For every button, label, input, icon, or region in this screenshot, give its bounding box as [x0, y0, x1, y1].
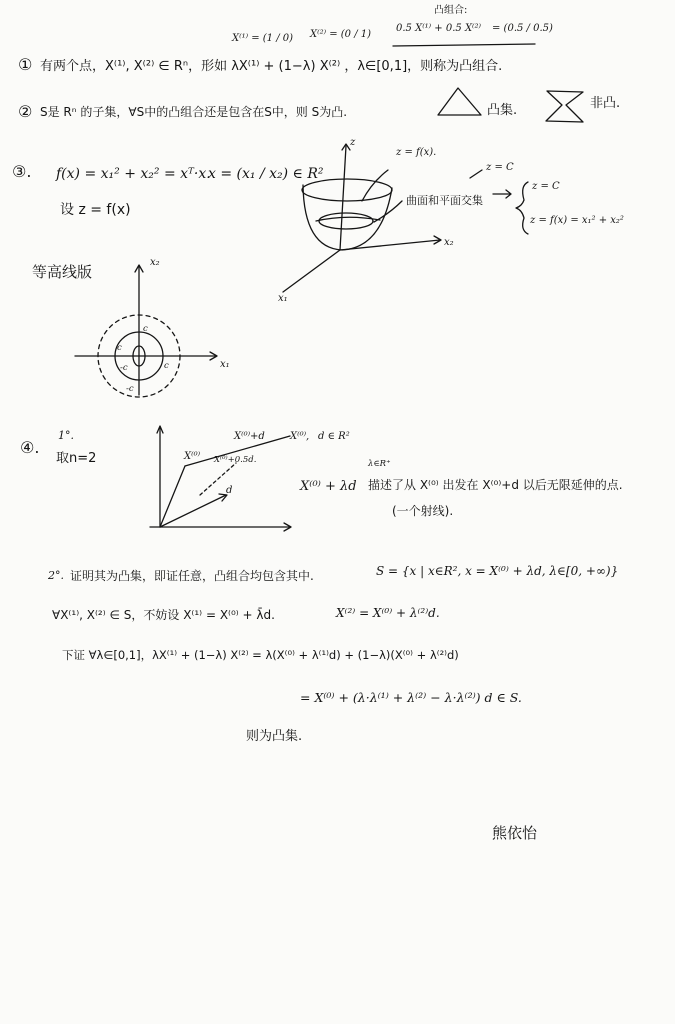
proof-conclusion: 则为凸集. — [246, 729, 303, 744]
item3-z-definition: 设 z = f(x) — [60, 202, 131, 218]
contour-x1-label: x₁ — [220, 359, 230, 370]
item2-number: ② — [18, 102, 33, 121]
ray-x0-label: X⁽⁰⁾ — [184, 451, 201, 462]
convex-combo-title: 凸组合: — [434, 5, 468, 16]
proof-line2b: X⁽²⁾ = X⁽⁰⁾ + λ⁽²⁾d. — [336, 606, 440, 620]
contour-neg-c-label: -c — [120, 363, 128, 373]
ray-x0d-label: X⁽⁰⁾+d — [234, 431, 265, 442]
ray-d-label: d — [226, 485, 233, 496]
ray-expression: X⁽⁰⁾ + λd — [300, 479, 357, 494]
item4-take-n: 取n=2 — [56, 451, 97, 466]
proof-line4: = X⁽⁰⁾ + (λ·λ⁽¹⁾ + λ⁽²⁾ − λ·λ⁽²⁾) d ∈ S. — [300, 690, 522, 705]
contour-neg-c-label: -c — [126, 384, 134, 394]
set-definition: S = {x | x∈R², x = X⁽⁰⁾ + λd, λ∈[0, +∞)} — [376, 564, 619, 578]
paraboloid-z-label: z — [350, 137, 356, 148]
ray-mid-label: X⁽⁰⁾+0.5d. — [214, 455, 257, 465]
ray-description: 描述了从 X⁽⁰⁾ 出发在 X⁽⁰⁾+d 以后无限延伸的点. — [368, 478, 623, 492]
system-equation-1: z = C — [532, 181, 560, 192]
contour-c-label: c — [117, 343, 122, 353]
contour-title: 等高线版 — [32, 263, 93, 281]
signature: 熊依怡 — [492, 824, 538, 842]
proof-line2a: ∀X⁽¹⁾, X⁽²⁾ ∈ S，不妨设 X⁽¹⁾ = X⁽⁰⁾ + λ̄d. — [52, 608, 275, 622]
paraboloid-x2-label: x₂ — [444, 237, 454, 248]
item1-number: ① — [18, 55, 33, 74]
item4-number: ④. — [20, 438, 40, 457]
item1-text: 有两个点，X⁽¹⁾, X⁽²⁾ ∈ Rⁿ，形如 λX⁽¹⁾ + (1−λ) X⁽²⁾ ，λ∈[0,1]，则称为凸组合. — [40, 59, 503, 74]
x0-vector — [160, 466, 185, 527]
x2-definition: X⁽²⁾ = (0 / 1) — [310, 29, 372, 40]
paraboloid-zfx-label: z = f(x). — [396, 147, 437, 158]
convex-label: 凸集. — [487, 103, 518, 118]
item3-number: ③. — [12, 162, 32, 181]
proof-line1: 证明其为凸集，即证任意，凸组合均包含其中. — [70, 569, 314, 583]
ray-name: (一个射线). — [392, 504, 454, 518]
nonconvex-label: 非凸. — [590, 96, 621, 111]
d-vector — [160, 495, 226, 527]
contour-c-label: c — [164, 361, 169, 371]
lambda-note: λ∈R⁺ — [368, 459, 391, 469]
contour-c-label: c — [143, 324, 148, 334]
item3-function: f(x) = x₁² + x₂² = xᵀ·x. — [56, 166, 211, 182]
ray-d-in-label: d ∈ R² — [318, 431, 350, 442]
paraboloid-x1-label: x₁ — [278, 293, 288, 304]
system-equation-2: z = f(x) = x₁² + x₂² — [530, 215, 624, 226]
proof-sub2: 2°. — [48, 569, 64, 582]
convex-combo-result: = (0.5 / 0.5) — [492, 23, 553, 34]
intersection-label: 曲面和平面交集 — [406, 194, 483, 207]
convex-combo-expression: 0.5 X⁽¹⁾ + 0.5 X⁽²⁾ — [396, 23, 481, 34]
proof-line3: 下证 ∀λ∈[0,1]，λX⁽¹⁾ + (1−λ) X⁽²⁾ = λ(X⁽⁰⁾ + λ⁽¹⁾d) + (1−λ)(X⁽⁰⁾ + λ⁽²⁾d) — [62, 648, 459, 662]
item4-sub1: 1°. — [58, 429, 74, 442]
item2-text: S是 Rⁿ 的子集，∀S中的凸组合还是包含在S中，则 S为凸. — [40, 105, 348, 119]
ray-x0-end-label: X⁽⁰⁾, — [290, 431, 310, 442]
item3-x-definition: x = (x₁ / x₂) ∈ R² — [208, 166, 324, 182]
x1-definition: X⁽¹⁾ = (1 / 0) — [232, 33, 294, 44]
contour-x2-label: x₂ — [150, 257, 160, 268]
paraboloid-zc-label: z = C — [486, 162, 514, 173]
